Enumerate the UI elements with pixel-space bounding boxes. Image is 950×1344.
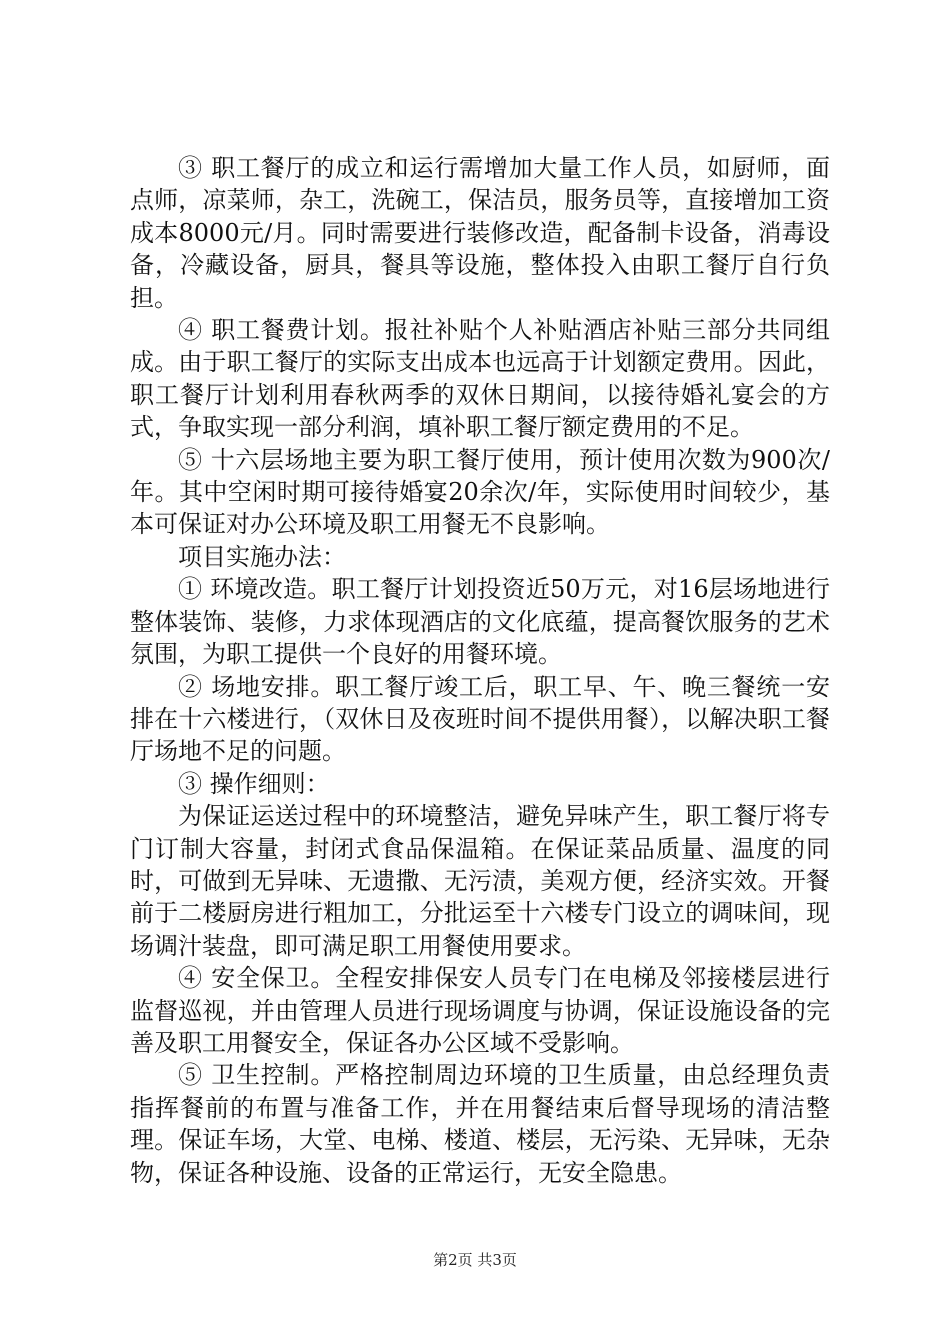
paragraph-renovation: ① 环境改造。职工餐厅计划投资近50万元，对16层场地进行整体装饰、装修，力求体现酒店的文化底蕴，提高餐饮服务的艺术氛围，为职工提供一个良好的用餐环境。 bbox=[130, 575, 830, 669]
paragraph-operation-rules-heading: ③ 操作细则： bbox=[178, 769, 330, 798]
paragraph-meal-budget: ④ 职工餐费计划。报社补贴个人补贴酒店补贴三部分共同组成。由于职工餐厅的实际支出成本也远高于计划额定费用。因此，职工餐厅计划利用春秋两季的双休日期间，以接待婚礼宴会的方式，争取实现一部分利润，填补职工餐厅额定费用的不足。 bbox=[130, 316, 830, 442]
paragraph-floor-usage: ⑤ 十六层场地主要为职工餐厅使用，预计使用次数为900次/年。其中空闲时期可接待婚宴20余次/年，实际使用时间较少，基本可保证对办公环境及职工用餐无不良影响。 bbox=[130, 445, 830, 539]
paragraph-security: ④ 安全保卫。全程安排保安人员专门在电梯及邻接楼层进行监督巡视，并由管理人员进行现场调度与协调，保证设施设备的完善及职工用餐安全，保证各办公区域不受影响。 bbox=[130, 964, 830, 1057]
paragraph-staff-costs: ③ 职工餐厅的成立和运行需增加大量工作人员，如厨师，面点师，凉菜师，杂工，洗碗工，保洁员，服务员等，直接增加工资成本8000元/月。同时需要进行装修改造，配备制卡设备，消毒设备，冷藏设备，厨具，餐具等设施，整体投入由职工餐厅自行负担。 bbox=[130, 154, 830, 312]
paragraph-venue-arrangement: ② 场地安排。职工餐厅竣工后，职工早、午、晚三餐统一安排在十六楼进行，（双休日及夜班时间不提供用餐），以解决职工餐厅场地不足的问题。 bbox=[130, 672, 830, 766]
page-number-footer: 第2页 共3页 bbox=[433, 1251, 517, 1269]
paragraph-operation-rules: 为保证运送过程中的环境整洁，避免异味产生，职工餐厅将专门订制大容量，封闭式食品保温箱。在保证菜品质量、温度的同时，可做到无异味、无遗撒、无污渍，美观方便，经济实效。开餐前于二楼厨房进行粗加工，分批运至十六楼专门设立的调味间，现场调汁装盘，即可满足职工用餐使用要求。 bbox=[130, 802, 830, 960]
document-body bbox=[130, 152, 830, 1189]
paragraph-hygiene: ⑤ 卫生控制。严格控制周边环境的卫生质量，由总经理负责指挥餐前的布置与准备工作，并在用餐结束后督导现场的清洁整理。保证车场，大堂、电梯、楼道、楼层，无污染、无异味，无杂物，保证各种设施、设备的正常运行，无安全隐患。 bbox=[130, 1061, 830, 1187]
section-heading-implementation: 项目实施办法： bbox=[178, 542, 346, 571]
